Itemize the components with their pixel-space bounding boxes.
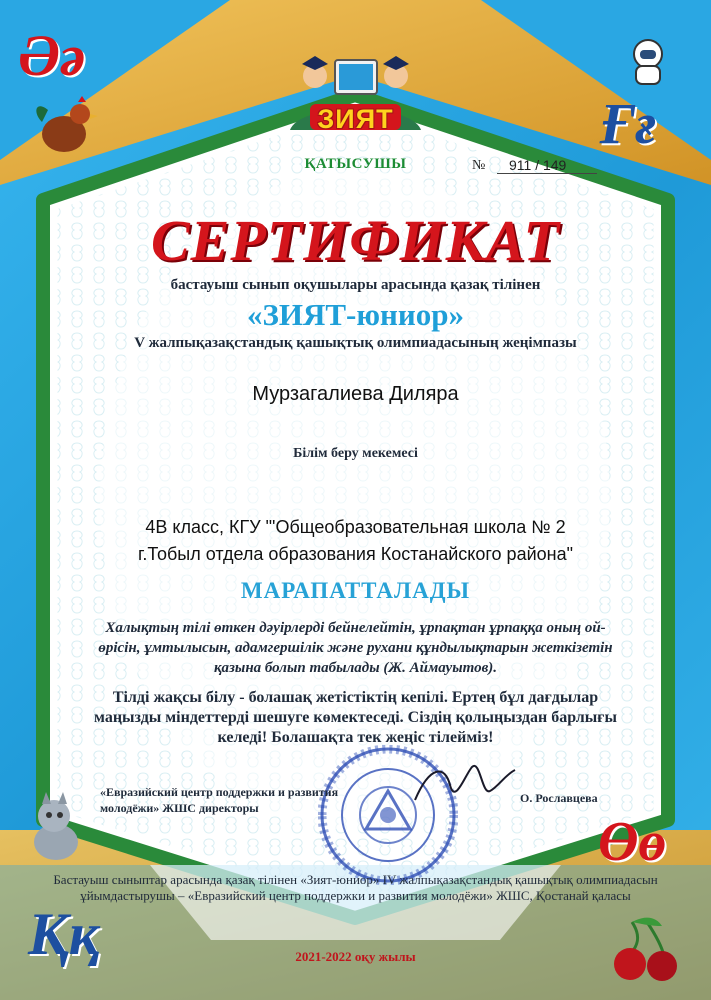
- institution-label: Білім беру мекемесі: [293, 446, 418, 461]
- institution-line-2: г.Тобыл отдела образования Костанайского района": [138, 544, 573, 564]
- wish-text: Тілді жақсы білу - болашақ жетістіктің кепілі. Ертең бұл дағдылар маңызды міндеттерді шешуге көмектеседі. Сіздің қолыңыздан барлығы келеді! Болашақта тек жеңіс тілейміз!: [94, 689, 617, 746]
- corner-letter-bottom-left: Ққ: [28, 901, 100, 967]
- subtitle-line-1: бастауыш сынып оқушылары арасында қазақ тілінен: [170, 277, 541, 293]
- logo-text: ЗИЯТ: [317, 104, 394, 134]
- award-text: МАРАПАТТАЛАДЫ: [240, 578, 471, 603]
- wolf-icon: [18, 790, 93, 870]
- recipient-name: Мурзагалиева Диляра: [252, 383, 459, 405]
- corner-letter-bottom-right: Өө: [598, 811, 667, 873]
- organizer-text: Бастауыш сыныптар арасында қазақ тілінен «Зият-юниор» IV жалпықазақстандық қашықтық олимпиадасын ұйымдастырушы – «Евразийский центр поддержки и развития молодёжи» ЖШС, Қостанай қаласы: [53, 872, 658, 903]
- corner-letter-top-left: Әә: [18, 23, 86, 88]
- signer-organization: «Евразийский центр поддержки и развития молодёжи» ЖШС директоры: [100, 785, 339, 815]
- certificate-number: 911 / 149: [497, 157, 597, 174]
- olympiad-name: «ЗИЯТ-юниор»: [246, 297, 464, 332]
- certificate-title: СЕРТИФИКАТ: [150, 208, 560, 273]
- participant-label: ҚАТЫСУШЫ: [304, 156, 407, 172]
- corner-letter-top-right: Ғғ: [600, 91, 657, 156]
- academic-year: 2021-2022 оқу жылы: [295, 949, 416, 964]
- signer-name: О. Рославцева: [520, 791, 598, 805]
- rooster-icon: [28, 92, 98, 162]
- cherries-icon: [602, 912, 692, 982]
- quote-text: Халықтың тілі өткен дәуірлерді бейнелейтін, ұрпақтан ұрпаққа оның ой-өрісін, ұмтылысын, адамгершілік және рухани құндылықтарын жеткізетін қазына болып табылады (Ж. Аймауытов).: [98, 620, 613, 676]
- institution-line-1: 4В класс, КГУ "'Общеобразовательная школа № 2: [145, 517, 566, 537]
- subtitle-line-2: V жалпықазақстандық қашықтық олимпиадасының жеңімпазы: [134, 335, 577, 351]
- astronaut-icon: [618, 30, 678, 90]
- number-sign: №: [472, 158, 486, 173]
- handwritten-signature: [410, 755, 520, 815]
